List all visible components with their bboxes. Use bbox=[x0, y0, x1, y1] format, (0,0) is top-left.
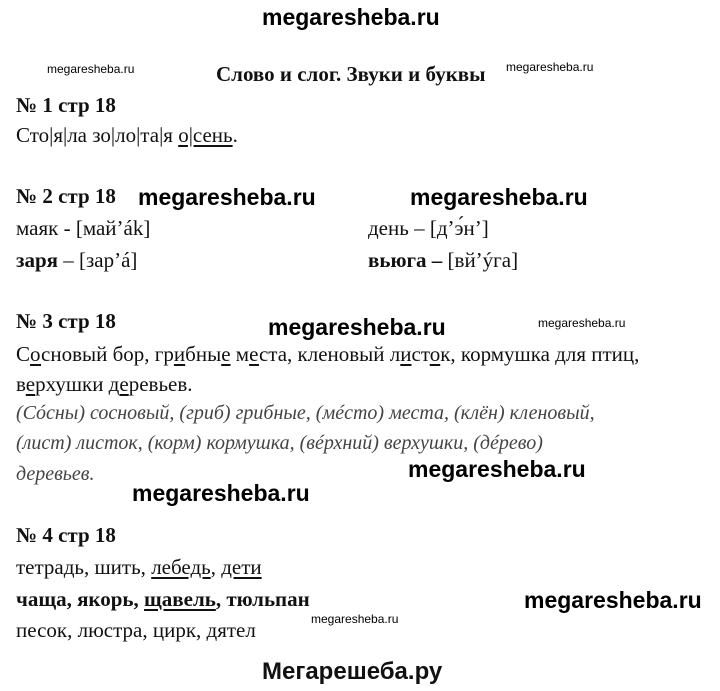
watermark-small: megaresheba.ru bbox=[538, 316, 626, 330]
watermark-bottom: Мегарешеба.ру bbox=[262, 658, 443, 685]
task-3-line-1: Сосновый бор, грибные места, кленовый листок, кормушка для птиц, bbox=[16, 342, 640, 366]
task-3-italic-2: (лист) листок, (корм) кормушка, (вéрхний) верхушки, (дéрево) bbox=[16, 432, 543, 454]
transcription: [май’ák] bbox=[75, 216, 151, 240]
task-3-heading: № 3 стр 18 bbox=[16, 309, 116, 333]
task-4-line-2: чаща, якорь, щавель, тюльпан bbox=[16, 587, 310, 611]
task-2-heading: № 2 стр 18 bbox=[16, 184, 116, 208]
word: маяк bbox=[16, 216, 59, 240]
task-2-row-1-right bbox=[368, 216, 489, 241]
watermark-top: megaresheba.ru bbox=[262, 4, 440, 30]
task-3-italic-3: деревьев. bbox=[16, 463, 95, 485]
transcription: [вй’ýга] bbox=[447, 248, 519, 272]
word: день bbox=[368, 216, 409, 240]
task-2-row-2-right bbox=[368, 248, 518, 273]
task-4-line-3: песок, люстра, цирк, дятел bbox=[16, 618, 256, 642]
task-1-line: Сто|я|ла зо|ло|та|я о|сень. bbox=[16, 123, 238, 147]
watermark-big: megaresheba.ru bbox=[410, 184, 588, 210]
task-1-heading: № 1 стр 18 bbox=[16, 93, 116, 117]
watermark-big: megaresheba.ru bbox=[268, 314, 446, 340]
watermark-big: megaresheba.ru bbox=[138, 184, 316, 210]
task-2-row-2-left bbox=[16, 248, 137, 273]
word: вьюга – bbox=[368, 248, 443, 272]
task-2-row-1-left bbox=[16, 216, 150, 241]
watermark-small: megaresheba.ru bbox=[311, 612, 399, 626]
watermark-big: megaresheba.ru bbox=[408, 456, 586, 482]
page-title: Слово и слог. Звуки и буквы bbox=[216, 62, 486, 86]
task-4-line-1: тетрадь, шить, лебедь, дети bbox=[16, 555, 262, 579]
watermark-small: megaresheba.ru bbox=[506, 60, 594, 74]
transcription: [д’э́н’] bbox=[429, 216, 489, 240]
transcription: [зар’á] bbox=[78, 248, 138, 272]
word: заря bbox=[16, 248, 58, 272]
separator: – bbox=[408, 216, 430, 240]
watermark-small: megaresheba.ru bbox=[47, 62, 135, 76]
task-4-heading: № 4 стр 18 bbox=[16, 523, 116, 547]
task-3-line-2: верхушки деревьев. bbox=[16, 372, 193, 396]
separator: – bbox=[57, 248, 79, 272]
task-3-italic-1: (Сóсны) сосновый, (гриб) грибные, (мéсто) места, (клён) кленовый, bbox=[16, 402, 595, 424]
watermark-big: megaresheba.ru bbox=[524, 587, 702, 613]
watermark-big: megaresheba.ru bbox=[132, 480, 310, 506]
separator: - bbox=[58, 216, 76, 240]
